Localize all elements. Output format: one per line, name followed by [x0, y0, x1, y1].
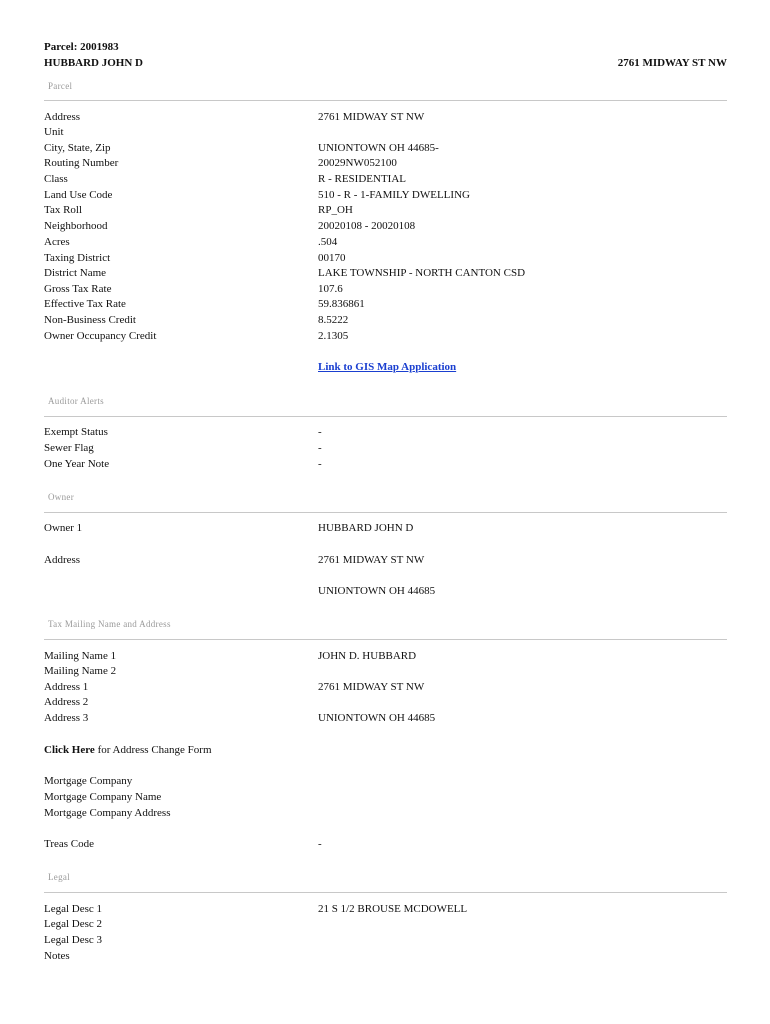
field-value-sewer-flag: -	[318, 442, 322, 454]
section-title-legal: Legal	[48, 872, 70, 882]
section-title-owner: Owner	[48, 492, 74, 502]
field-value-non-business-credit: 8.5222	[318, 314, 349, 326]
section-title-tax-mailing: Tax Mailing Name and Address	[48, 619, 171, 629]
field-label-treas-code: Treas Code	[44, 838, 95, 850]
address-heading: 2761 MIDWAY ST NW	[617, 57, 727, 69]
section-title-auditor-alerts: Auditor Alerts	[48, 396, 104, 406]
field-label-class: Class	[44, 173, 68, 185]
field-label-mailing-address-3: Address 3	[44, 712, 89, 724]
field-value-tax-roll: RP_OH	[318, 204, 353, 216]
field-value-owner-address-line2: UNIONTOWN OH 44685	[318, 585, 436, 597]
field-label-city-state-zip: City, State, Zip	[44, 142, 111, 154]
field-value-exempt-status: -	[318, 426, 322, 438]
field-value-neighborhood: 20020108 - 20020108	[318, 220, 416, 232]
field-label-legal-desc-1: Legal Desc 1	[44, 903, 103, 915]
field-label-tax-roll: Tax Roll	[44, 204, 83, 216]
field-value-mailing-address-1: 2761 MIDWAY ST NW	[318, 681, 425, 693]
section-title-parcel: Parcel	[48, 81, 73, 91]
field-value-acres: .504	[318, 236, 338, 248]
field-label-address: Address	[44, 111, 81, 123]
field-label-neighborhood: Neighborhood	[44, 220, 108, 232]
owner-name-heading: HUBBARD JOHN D	[44, 57, 144, 69]
field-value-address: 2761 MIDWAY ST NW	[318, 111, 425, 123]
field-label-mailing-name-2: Mailing Name 2	[44, 665, 117, 677]
field-value-city-state-zip: UNIONTOWN OH 44685-	[318, 142, 439, 154]
field-label-mailing-address-1: Address 1	[44, 681, 89, 693]
field-value-owner-address-line1: 2761 MIDWAY ST NW	[318, 554, 425, 566]
field-label-legal-desc-3: Legal Desc 3	[44, 934, 103, 946]
field-value-effective-tax-rate: 59.836861	[318, 298, 365, 310]
field-label-exempt-status: Exempt Status	[44, 426, 108, 438]
field-value-routing-number: 20029NW052100	[318, 157, 397, 169]
section-divider	[44, 416, 727, 417]
field-label-routing-number: Routing Number	[44, 157, 119, 169]
field-value-district-name: LAKE TOWNSHIP - NORTH CANTON CSD	[318, 267, 526, 279]
click-here-link[interactable]: Click Here	[44, 744, 95, 756]
field-label-mortgage-company-address: Mortgage Company Address	[44, 807, 171, 819]
field-label-non-business-credit: Non-Business Credit	[44, 314, 136, 326]
field-label-mortgage-company-name: Mortgage Company Name	[44, 791, 162, 803]
field-value-legal-desc-1: 21 S 1/2 BROUSE MCDOWELL	[318, 903, 468, 915]
field-label-legal-desc-2: Legal Desc 2	[44, 918, 103, 930]
field-value-owner-1: HUBBARD JOHN D	[318, 522, 414, 534]
section-divider	[44, 512, 727, 513]
field-value-owner-occupancy-credit: 2.1305	[318, 330, 349, 342]
field-label-sewer-flag: Sewer Flag	[44, 442, 94, 454]
field-label-taxing-district: Taxing District	[44, 252, 111, 264]
field-label-land-use-code: Land Use Code	[44, 189, 113, 201]
field-label-mailing-name-1: Mailing Name 1	[44, 650, 117, 662]
section-divider	[44, 639, 727, 640]
section-divider	[44, 892, 727, 893]
section-divider	[44, 100, 727, 101]
field-value-class: R - RESIDENTIAL	[318, 173, 406, 185]
field-label-mailing-address-2: Address 2	[44, 696, 89, 708]
field-label-one-year-note: One Year Note	[44, 458, 110, 470]
field-value-one-year-note: -	[318, 458, 322, 470]
field-label-owner-address: Address	[44, 554, 81, 566]
field-label-district-name: District Name	[44, 267, 107, 279]
field-label-effective-tax-rate: Effective Tax Rate	[44, 298, 126, 310]
field-value-taxing-district: 00170	[318, 252, 346, 264]
field-label-owner-occupancy-credit: Owner Occupancy Credit	[44, 330, 157, 342]
field-value-treas-code: -	[318, 838, 322, 850]
field-label-gross-tax-rate: Gross Tax Rate	[44, 283, 112, 295]
field-value-gross-tax-rate: 107.6	[318, 283, 343, 295]
gis-map-link[interactable]: Link to GIS Map Application	[318, 361, 457, 373]
field-label-notes: Notes	[44, 950, 70, 962]
field-value-mailing-address-3: UNIONTOWN OH 44685	[318, 712, 436, 724]
field-value-land-use-code: 510 - R - 1-FAMILY DWELLING	[318, 189, 470, 201]
field-value-mailing-name-1: JOHN D. HUBBARD	[318, 650, 417, 662]
field-label-owner-1: Owner 1	[44, 522, 83, 534]
address-change-line	[44, 744, 212, 756]
field-label-unit: Unit	[44, 126, 64, 138]
address-change-text: for Address Change Form	[94, 744, 212, 756]
parcel-number-heading: Parcel: 2001983	[44, 41, 119, 53]
field-label-acres: Acres	[44, 236, 70, 248]
field-label-mortgage-company: Mortgage Company	[44, 775, 133, 787]
